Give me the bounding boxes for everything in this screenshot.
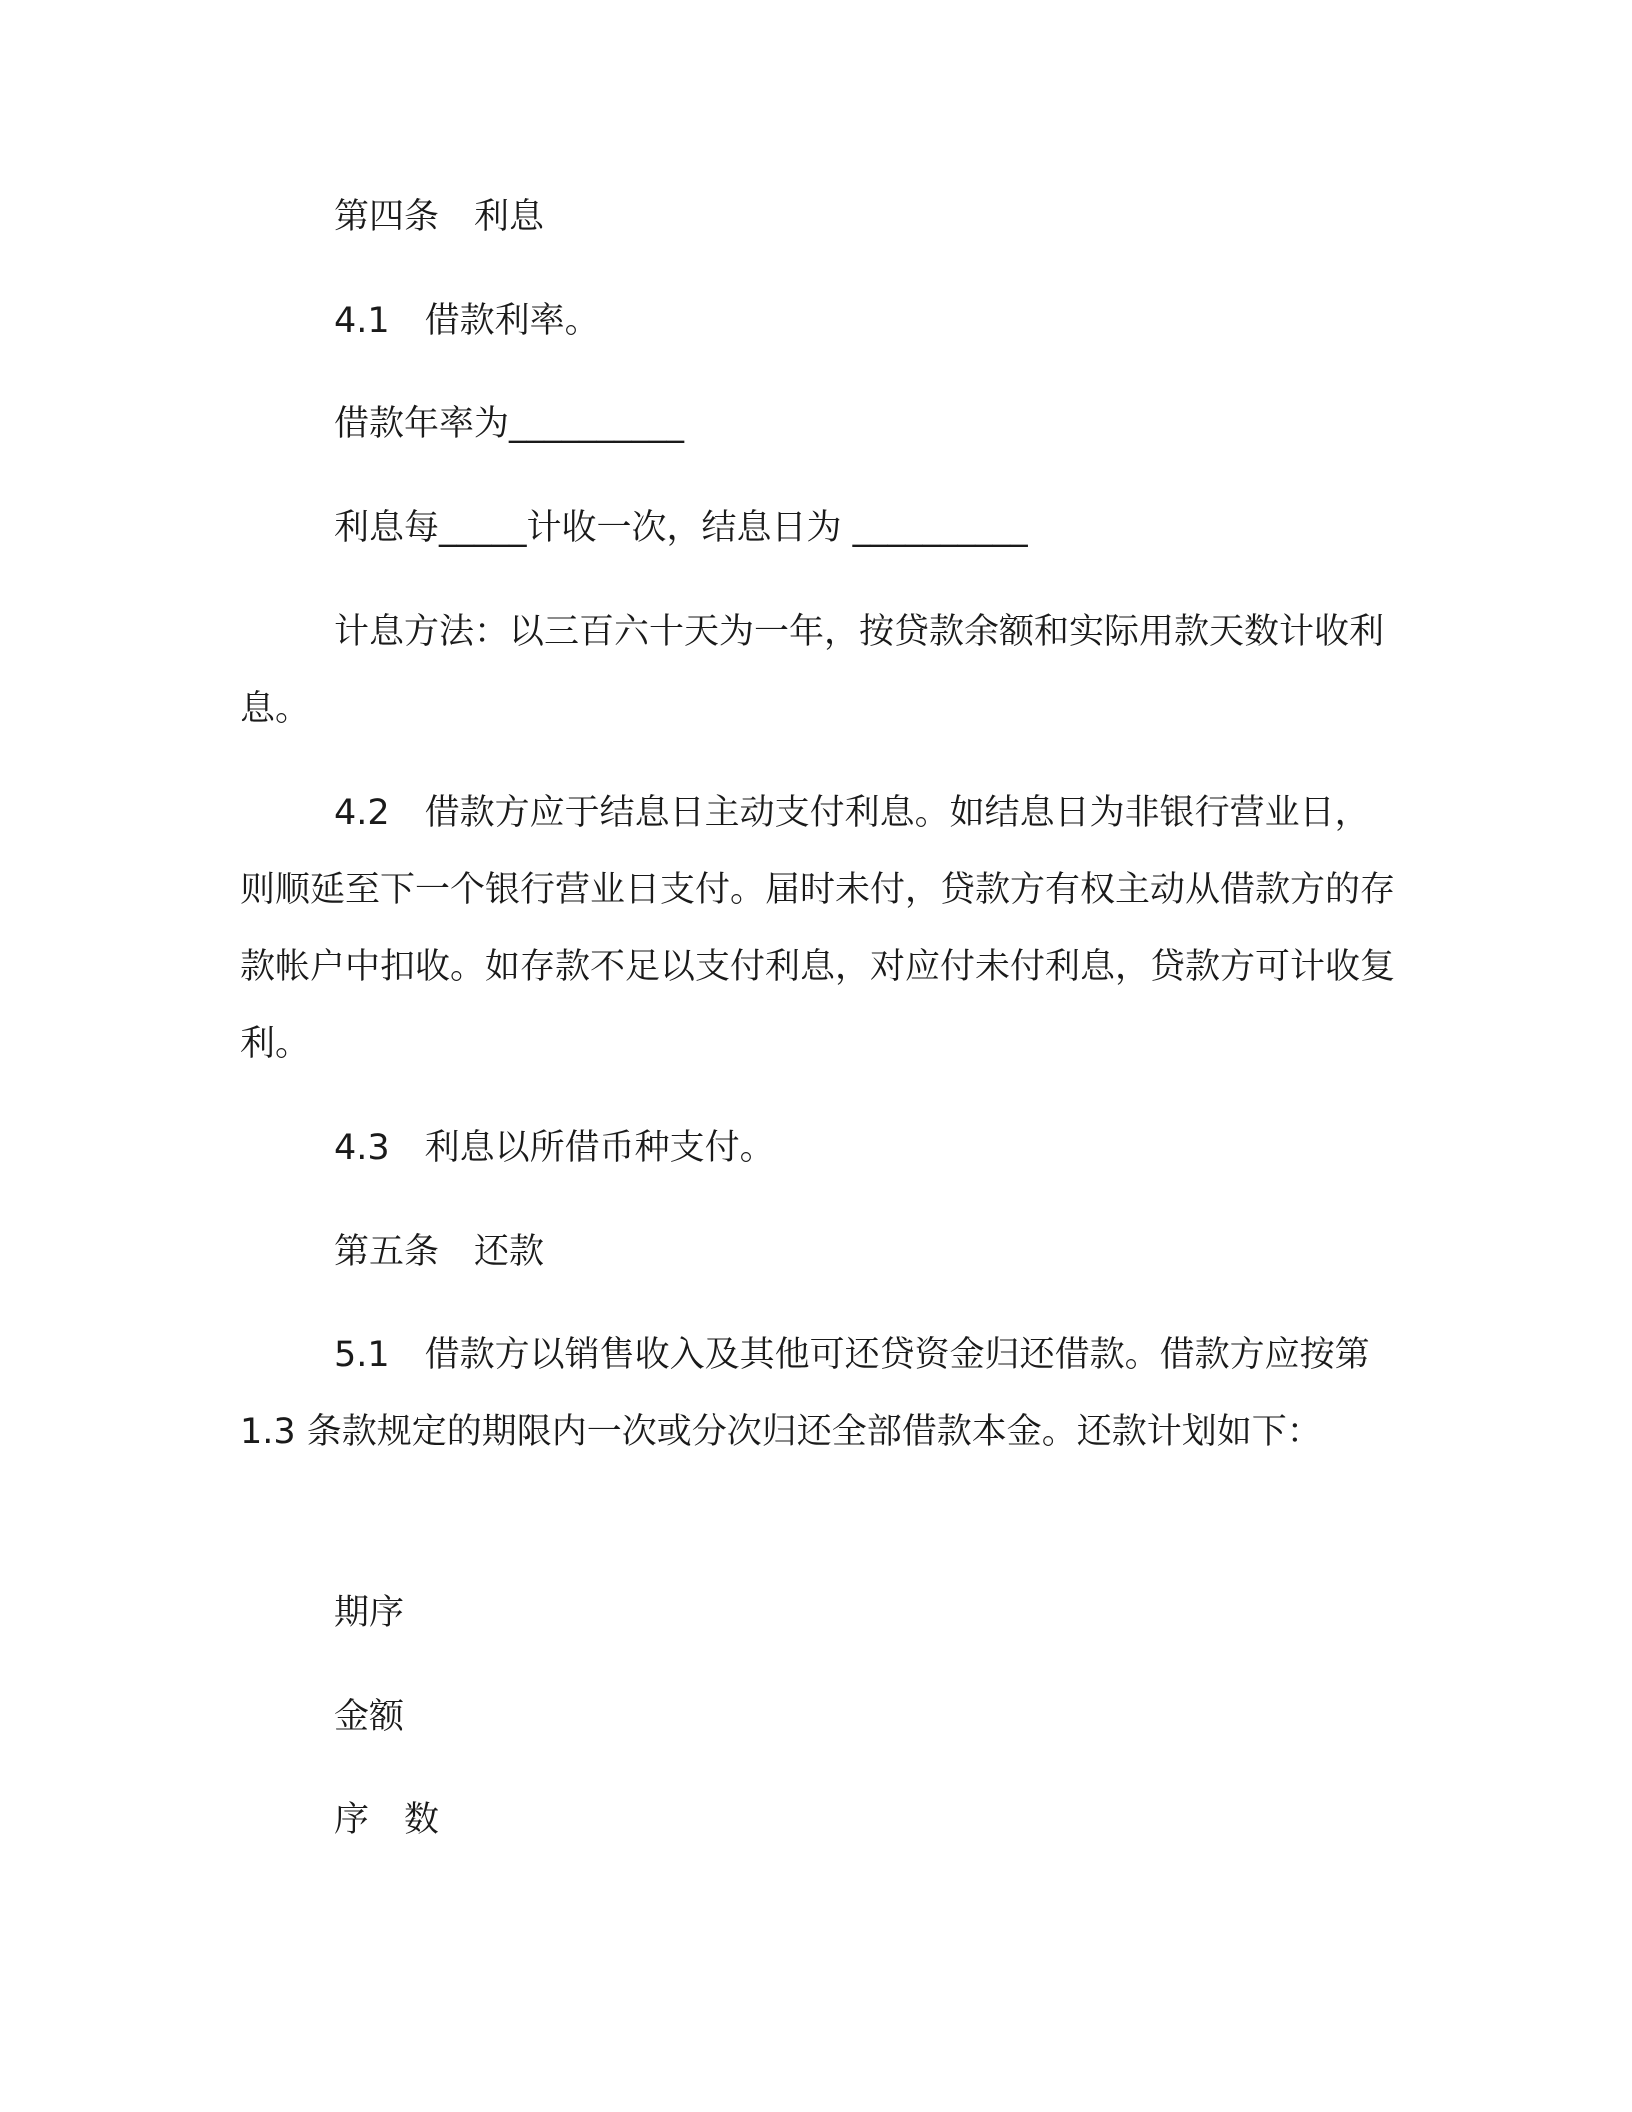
clause-4-1-heading: 4.1 借款利率。 bbox=[334, 301, 600, 341]
clause-4-3-paragraph: 4.3 利息以所借币种支付。 bbox=[334, 1128, 775, 1168]
schedule-period-label: 期序 bbox=[334, 1593, 405, 1633]
article-4-heading: 第四条 利息 bbox=[334, 197, 545, 237]
schedule-sequence-label: 序 数 bbox=[334, 1800, 440, 1840]
schedule-amount-label: 金额 bbox=[334, 1697, 405, 1737]
interest-method-paragraph: 计息方法：以三百六十天为一年，按贷款余额和实际用款天数计收利息。 bbox=[240, 612, 1385, 729]
interest-settlement-line: 利息每_____计收一次，结息日为 __________ bbox=[334, 508, 1028, 548]
clause-4-2-paragraph: 4.2 借款方应于结息日主动支付利息。如结息日为非银行营业日，则顺延至下一个银行营业日支付。届时未付，贷款方有权主动从借款方的存款帐户中扣收。如存款不足以支付利息，对应付未付利息，贷款方可计收复利。 bbox=[240, 793, 1396, 1064]
annual-rate-line: 借款年率为__________ bbox=[334, 404, 685, 444]
clause-5-1-paragraph: 5.1 借款方以销售收入及其他可还贷资金归还借款。借款方应按第 1.3 条款规定的期限内一次或分次归还全部借款本金。还款计划如下： bbox=[240, 1335, 1381, 1452]
article-5-heading: 第五条 还款 bbox=[334, 1232, 545, 1272]
